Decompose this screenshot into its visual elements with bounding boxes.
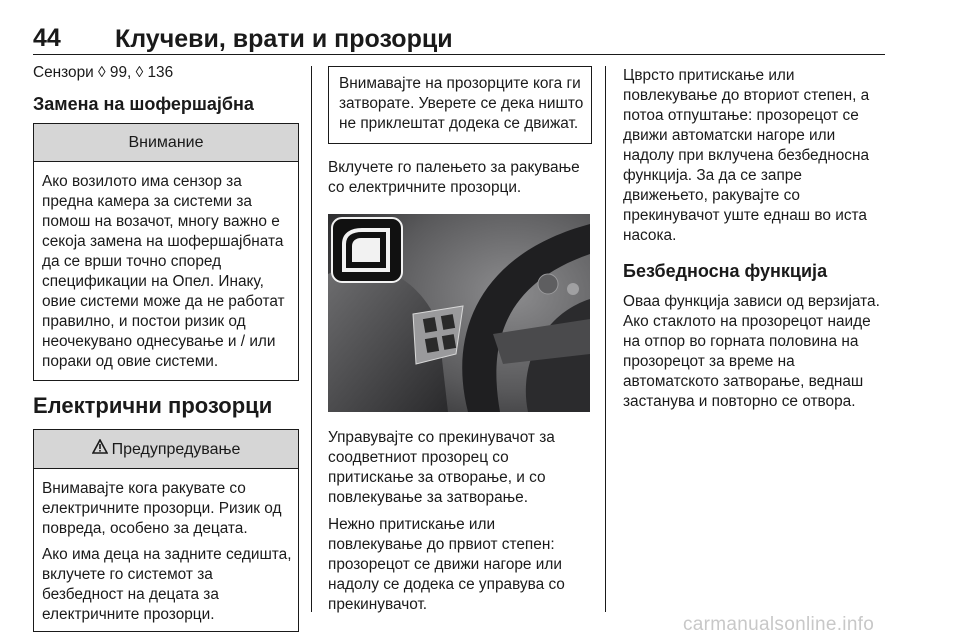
column-right [623, 66, 887, 412]
warning-triangle-icon [92, 439, 108, 460]
paragraph-first-stage: Нежно притискање или повлекување до првиот степен: прозорецот се движи нагоре или надолу се додека се управува со прекинувачот. [328, 516, 565, 613]
footer-watermark: carmanualsonline.info [683, 614, 875, 635]
column-divider-1 [311, 66, 312, 612]
column-divider-2 [605, 66, 606, 612]
paragraph-ignition: Вклучете го палењето за ракување со електричните прозорци. [328, 159, 580, 196]
warning-text-1: Внимавајте кога ракувате со електричните прозорци. Ризик од повреда, особено за децата. [42, 480, 282, 537]
warning-heading: Предупредување [111, 441, 241, 458]
cross-reference: Сензори ◊ 99, ◊ 136 [33, 64, 174, 81]
caution-text-windows: Внимавајте на прозорците кога ги затворате. Уверете се дека ништо не приклештат додека се движат. [339, 75, 584, 132]
caution-heading: Внимание [34, 124, 298, 162]
caution-text: Ако возилото има сензор за предна камера за системи за помош на возачот, многу важно е секоја замена на шофершајбната да се врши точно според спецификации на Опел. Инаку, овие системи може да не работат правилно, и постои ризик од неочекувано однесување и / или пораки од овие системи. [42, 173, 285, 370]
section-title-windshield: Замена на шофершајбна [33, 94, 254, 114]
warning-box [33, 429, 299, 632]
page-header [33, 24, 885, 55]
warning-text-2: Ако има деца на задните седишта, вклучете го системот за безбедност на децата за електричните прозорци. [42, 546, 292, 623]
paragraph-second-stage: Цврсто притискање или повлекување до вториот степен, а потоа отпуштање: прозорецот се движи автоматски нагоре или надолу при вклучена безбедносна функција. За да се запре движењето, ракувајте со прекинувачот уште еднаш во иста насока. [623, 67, 870, 244]
section-title-power-windows: Електрични прозорци [33, 393, 273, 418]
paragraph-operate-switch: Управувајте со прекинувачот за соодветниот прозорец со притискање за отворање, и со повлекување за затворање. [328, 429, 555, 506]
warning-heading-row [34, 430, 298, 469]
paragraph-safety: Оваа функција зависи од верзијата. Ако стаклото на прозорецот наиде на отпор во горната половина на прозорецот за време на автоматското затворање, веднаш застанува и повторно се отвора. [623, 293, 880, 410]
page-title: Клучеви, врати и прозорци [115, 25, 453, 53]
caution-box-windows [328, 66, 592, 144]
window-switch-illustration [328, 214, 590, 412]
column-left [33, 62, 299, 632]
column-middle [328, 66, 592, 615]
caution-box [33, 123, 299, 381]
section-title-safety: Безбедносна функција [623, 261, 828, 281]
page-number: 44 [33, 24, 61, 52]
